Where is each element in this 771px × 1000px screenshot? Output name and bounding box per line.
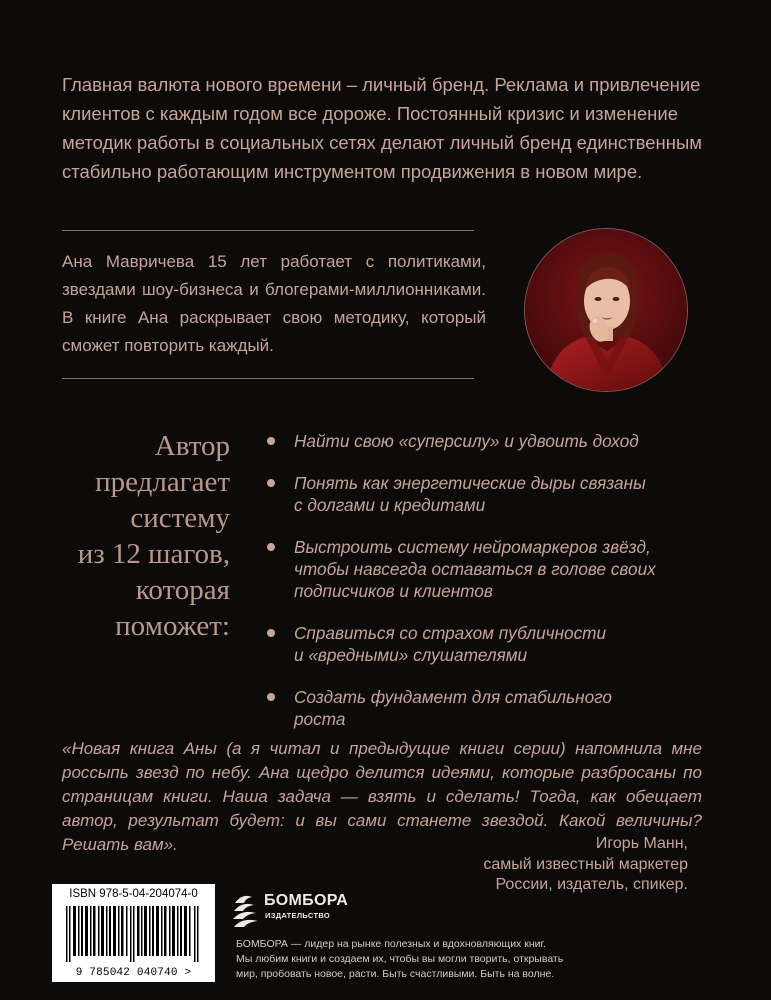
system-heading-line: поможет: xyxy=(115,610,230,642)
bullet-icon xyxy=(267,693,275,701)
publisher-line: мир, пробовать новое, расти. Быть счастливыми. Быть на волне. xyxy=(236,968,555,980)
attribution-name: Игорь Манн, xyxy=(595,835,688,852)
system-heading xyxy=(60,428,230,644)
divider-top xyxy=(62,230,474,231)
publisher-name: БОМБОРА xyxy=(264,892,349,909)
benefit-text: Выстроить систему нейромаркеров звёзд, чтобы навсегда оставаться в голове своих подписчиков и клиентов xyxy=(294,537,656,601)
system-heading-line: из 12 шагов, xyxy=(77,538,230,570)
divider-bottom xyxy=(62,378,474,379)
intro-paragraph: Главная валюта нового времени – личный бренд. Реклама и привлечение клиентов с каждым годом все дороже. Постоянный кризис и изменение методик работы в социальных сетях делают личный бренд единственным стабильно работающим инструментом продвижения в новом мире. xyxy=(62,74,702,182)
bullet-icon xyxy=(267,437,275,445)
bombora-wave-icon xyxy=(232,889,260,929)
benefit-item xyxy=(265,686,705,730)
publisher-line: Мы любим книги и создаем их, чтобы вы могли творить, открывать xyxy=(236,953,564,965)
attribution-title: самый известный маркетер xyxy=(483,855,688,873)
benefit-item xyxy=(265,536,705,602)
benefit-item xyxy=(265,430,705,452)
publisher-description xyxy=(236,937,566,982)
benefit-item xyxy=(265,472,705,516)
benefit-item xyxy=(265,622,705,666)
publisher-subtitle: ИЗДАТЕЛЬСТВО xyxy=(265,911,330,920)
barcode-bars xyxy=(66,906,201,962)
benefit-text: Справиться со страхом публичности и «вредными» слушателями xyxy=(294,623,607,665)
system-heading-line: которая xyxy=(135,574,230,606)
isbn-barcode xyxy=(52,884,215,982)
benefit-text: Создать фундамент для стабильного роста xyxy=(294,687,612,729)
author-bio: Ана Мавричева 15 лет работает с политиками, звездами шоу-бизнеса и блогерами-миллионниками. В книге Ана раскрывает свою методику, который сможет повторить каждый. xyxy=(62,252,486,355)
bullet-icon xyxy=(267,479,275,487)
portrait-image xyxy=(525,229,687,391)
benefit-text: Понять как энергетические дыры связаны с долгами и кредитами xyxy=(294,473,646,515)
isbn-number: ISBN 978-5-04-204074-0 xyxy=(69,888,198,900)
system-heading-line: систему xyxy=(130,502,230,534)
benefit-text: Найти свою «суперсилу» и удвоить доход xyxy=(294,431,639,451)
author-portrait xyxy=(524,228,688,392)
attribution-title: России, издатель, спикер. xyxy=(495,876,688,893)
publisher-logo xyxy=(232,889,362,929)
bullet-icon xyxy=(267,543,275,551)
testimonial-attribution xyxy=(428,834,688,896)
testimonial-quote: «Новая книга Аны (а я читал и предыдущие книги серии) напомнила мне россыпь звезд по небу. Ана щедро делится идеями, которые разбросаны по страницам книги. Наша задача — взять и сделать! Тогда, как обещает автор, результат будет: и вы сами станете звездой. Какой величины? Решать вам». xyxy=(62,739,702,854)
barcode-digits: 9 785042 040740 > xyxy=(75,967,192,979)
publisher-line: БОМБОРА — лидер на рынке полезных и вдохновляющих книг. xyxy=(236,938,546,950)
benefits-list xyxy=(265,430,705,750)
system-heading-line: предлагает xyxy=(95,466,230,498)
bullet-icon xyxy=(267,629,275,637)
system-heading-line: Автор xyxy=(154,430,230,462)
